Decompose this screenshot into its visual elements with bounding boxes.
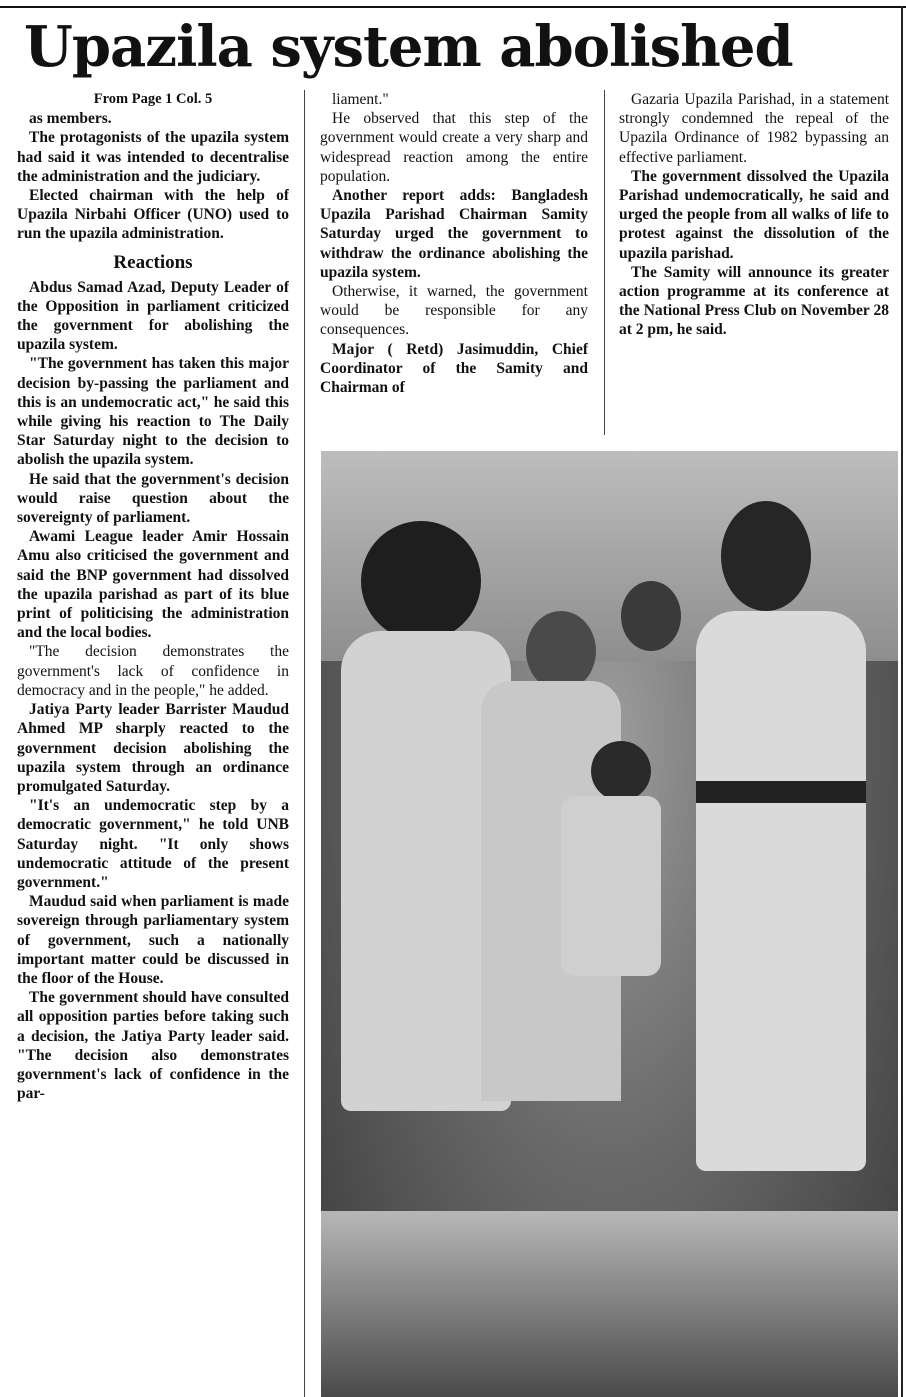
- photo-ground: [321, 1211, 898, 1397]
- paragraph: The government should have consulted all opposition parties before taking such a decision, the Jatiya Party leader said. "The decision also demonstrates government's lack of confidence in the par-: [17, 989, 289, 1103]
- paragraph: The government dissolved the Upazila Parishad undemocratically, he said and urged the people from all walks of life to protest against the dissolution of the upazila parishad.: [619, 167, 889, 262]
- article-column-3: [619, 90, 889, 435]
- paragraph: Jatiya Party leader Barrister Maudud Ahmed MP sharply reacted to the government decision abolishing the upazila system through an ordinance promulgated Saturday.: [17, 701, 289, 795]
- photo-figure: [621, 581, 681, 651]
- headline: Upazila system abolished: [24, 14, 793, 80]
- paragraph: "The government has taken this major decision by-passing the parliament and this is an undemocratic act," he said this while giving his reaction to The Daily Star Saturday night to the decision to abolish the upazila system.: [17, 355, 289, 469]
- photo-figure: [721, 501, 811, 611]
- article-column-1: [17, 90, 289, 1397]
- paragraph: Otherwise, it warned, the government would be responsible for any consequences.: [320, 283, 588, 339]
- paragraph: He observed that this step of the government would create a very sharp and widespread reaction among the entire population.: [320, 110, 588, 185]
- photo-figure: [696, 781, 866, 803]
- paragraph: Another report adds: Bangladesh Upazila Parishad Chairman Samity Saturday urged the government to withdraw the ordinance abolishing the upazila system.: [320, 187, 588, 281]
- paragraph: Gazaria Upazila Parishad, in a statement strongly condemned the repeal of the Upazila Ordinance of 1982 bypassing an effective parliament.: [619, 91, 889, 166]
- paragraph: "It's an undemocratic step by a democratic government," he told UNB Saturday night. "It only shows undemocratic attitude of the present government.": [17, 797, 289, 891]
- column-rule: [604, 90, 605, 435]
- paragraph: The Samity will announce its greater action programme at its conference at the National Press Club on November 28 at 2 pm, he said.: [619, 263, 889, 339]
- paragraph: as members.: [29, 110, 112, 128]
- photo-figure: [526, 611, 596, 691]
- right-border: [901, 6, 903, 1397]
- paragraph: Maudud said when parliament is made sovereign through parliamentary system of government, such a nationally important matter could be discussed in the floor of the House.: [17, 893, 289, 987]
- paragraph: liament.": [332, 91, 389, 108]
- photo-figure: [561, 796, 661, 976]
- paragraph: Elected chairman with the help of Upazila Nirbahi Officer (UNO) used to run the upazila administration.: [17, 187, 289, 243]
- continuation-dateline: From Page 1 Col. 5: [93, 91, 213, 107]
- paragraph: He said that the government's decision would raise question about the sovereignty of parliament.: [17, 470, 289, 527]
- column-rule: [304, 90, 305, 1397]
- photo-figure: [591, 741, 651, 801]
- paragraph: The protagonists of the upazila system had said it was intended to decentralise the administration and the judiciary.: [17, 129, 289, 185]
- photo-figure: [696, 611, 866, 1171]
- photo-figure: [361, 521, 481, 641]
- paragraph: "The decision demonstrates the government's lack of confidence in democracy and in the people," he added.: [17, 643, 289, 699]
- paragraph: Abdus Samad Azad, Deputy Leader of the Opposition in parliament criticized the government for abolishing the upazila system.: [17, 278, 289, 354]
- news-photograph: [321, 451, 898, 1397]
- paragraph: Awami League leader Amir Hossain Amu also criticised the government and said the BNP government had dissolved the upazila parishad as part of its blue print of politicising the administration and the local bodies.: [17, 528, 289, 642]
- article-column-2: [320, 90, 588, 435]
- paragraph: Major ( Retd) Jasimuddin, Chief Coordinator of the Samity and Chairman of: [320, 340, 588, 397]
- subhead-reactions: Reactions: [113, 251, 193, 273]
